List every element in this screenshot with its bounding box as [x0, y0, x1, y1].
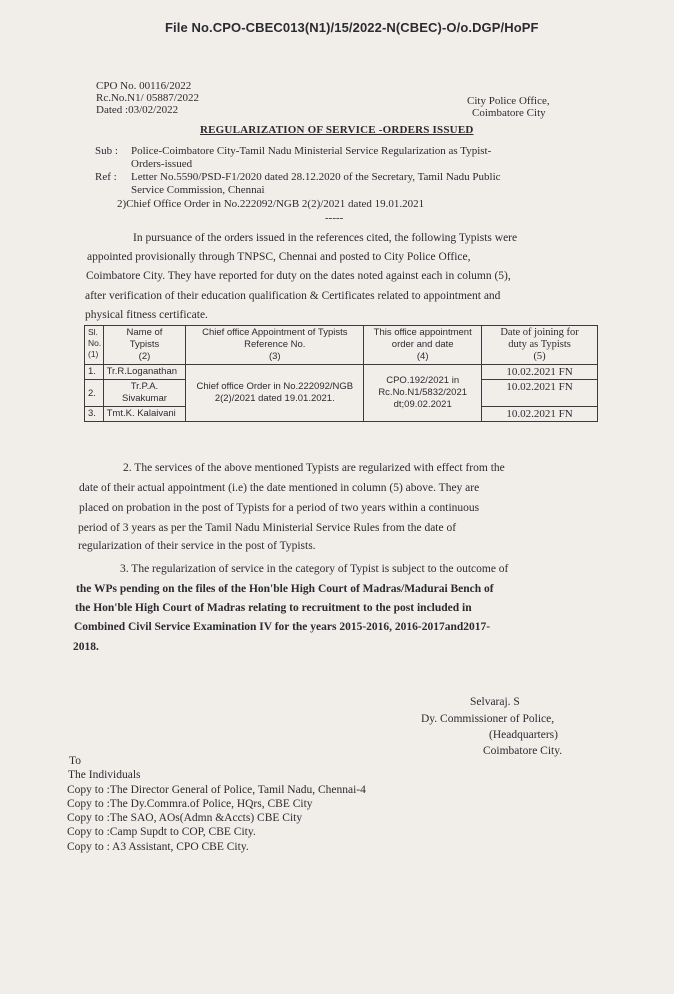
typists-table	[84, 325, 598, 422]
copy-to-line: Copy to :Camp Supdt to COP, CBE City.	[67, 826, 256, 838]
office-line2: Coimbatore City	[472, 107, 546, 119]
header-text: Sl.	[88, 327, 98, 337]
order-text: Rc.No.N1/5832/2021	[378, 387, 468, 398]
header-text: No.	[88, 338, 102, 348]
header-sl	[85, 326, 104, 365]
file-number: File No.CPO-CBEC013(N1)/15/2022-N(CBEC)-O/o.DGP/HoPF	[165, 20, 539, 35]
reference-text: Chief office Order in No.222092/NGB	[196, 381, 354, 392]
para3-bold-line: the Hon'ble High Court of Madras relating to recruitment to the post included in	[75, 602, 472, 614]
copy-to-line: Copy to : A3 Assistant, CPO CBE City.	[67, 841, 249, 853]
name-text: Sivakumar	[122, 393, 167, 404]
header-text: Typists	[129, 339, 160, 350]
header-text: duty as Typists	[508, 339, 571, 350]
para2-line: 2. The services of the above mentioned Typists are regularized with effect from the	[123, 462, 505, 474]
ref1-line2: Service Commission, Chennai	[131, 184, 265, 196]
ref1-line1: Letter No.5590/PSD-F1/2020 dated 28.12.2020 of the Secretary, Tamil Nadu Public	[131, 171, 501, 183]
copy-to-line: Copy to :The Director General of Police, Tamil Nadu, Chennai-4	[67, 784, 366, 796]
row-name: Tmt.K. Kalaivani	[103, 407, 186, 422]
signatory-city: Coimbatore City.	[483, 745, 563, 757]
header-text: (3)	[268, 351, 281, 362]
header-text: (4)	[416, 351, 429, 362]
ref-label: Ref :	[95, 171, 117, 183]
signatory-name: Selvaraj. S	[470, 696, 520, 708]
office-line1: City Police Office,	[467, 95, 550, 107]
row-date: 10.02.2021 FN	[482, 380, 598, 407]
order-title: REGULARIZATION OF SERVICE -ORDERS ISSUED	[200, 124, 474, 136]
table-header-row	[85, 326, 598, 365]
row-name: Tr.R.Loganathan	[103, 365, 186, 380]
para2-line: date of their actual appointment (i.e) the date mentioned in column (5) above. They are	[79, 482, 480, 494]
para2-line: period of 3 years as per the Tamil Nadu Ministerial Service Rules from the date of	[78, 522, 457, 534]
header-office-order	[364, 326, 482, 365]
name-text: Tr.P.A.	[130, 381, 159, 392]
copy-to-line: Copy to :The Dy.Commra.of Police, HQrs, CBE City	[67, 798, 313, 810]
order-text: dt;09.02.2021	[393, 399, 452, 410]
row-sl: 2.	[85, 380, 104, 407]
para3-line: 3. The regularization of service in the category of Typist is subject to the outcome of	[120, 563, 509, 575]
subject-line2: Orders-issued	[131, 158, 193, 170]
ref2: 2)Chief Office Order in No.222092/NGB 2(2)/2021 dated 19.01.2021	[117, 198, 425, 210]
intro-line: appointed provisionally through TNPSC, Chennai and posted to City Police Office,	[87, 251, 471, 263]
header-text: Name of	[126, 327, 163, 338]
para3-bold-line: the WPs pending on the files of the Hon'ble High Court of Madras/Madurai Bench of	[76, 583, 494, 595]
to-individuals: The Individuals	[68, 769, 141, 781]
row-sl: 3.	[85, 407, 104, 422]
row-sl: 1.	[85, 365, 104, 380]
row-reference	[186, 365, 364, 422]
header-text: Chief office Appointment of Typists	[202, 327, 348, 338]
to-label: To	[69, 755, 81, 767]
sub-label: Sub :	[95, 145, 118, 157]
para2-line: placed on probation in the post of Typists for a period of two years within a continuous	[79, 502, 480, 514]
row-date: 10.02.2021 FN	[482, 365, 598, 380]
row-name	[103, 380, 186, 407]
signatory-unit: (Headquarters)	[489, 729, 558, 741]
header-text: (1)	[88, 349, 99, 359]
order-text: CPO.192/2021 in	[386, 375, 460, 386]
intro-line: physical fitness certificate.	[85, 309, 208, 321]
dated: Dated :03/02/2022	[96, 104, 179, 116]
header-name	[103, 326, 186, 365]
header-text: Reference No.	[244, 339, 306, 350]
rc-number: Rc.No.N1/ 05887/2022	[96, 92, 199, 104]
signatory-designation: Dy. Commissioner of Police,	[421, 713, 555, 725]
row-office-order	[364, 365, 482, 422]
header-text: (2)	[138, 351, 151, 362]
intro-line: after verification of their education qualification & Certificates related to appointment and	[85, 290, 501, 302]
divider-dashes: -----	[325, 212, 344, 224]
header-text: Date of joining for	[500, 327, 579, 338]
header-joining-date	[482, 326, 598, 365]
header-text: This office appointment	[373, 327, 472, 338]
para3-bold-line: Combined Civil Service Examination IV for the years 2015-2016, 2016-2017and2017-	[74, 621, 491, 633]
table-row	[85, 365, 598, 380]
header-text: (5)	[533, 351, 546, 362]
subject-line1: Police-Coimbatore City-Tamil Nadu Ministerial Service Regularization as Typist-	[131, 145, 492, 157]
header-text: order and date	[391, 339, 454, 350]
header-reference	[186, 326, 364, 365]
intro-line: In pursuance of the orders issued in the references cited, the following Typists were	[133, 232, 518, 244]
copy-to-line: Copy to :The SAO, AOs(Admn &Accts) CBE City	[67, 812, 303, 824]
reference-text: 2(2)/2021 dated 19.01.2021.	[214, 393, 335, 404]
para2-line: regularization of their service in the post of Typists.	[78, 540, 316, 552]
intro-line: Coimbatore City. They have reported for duty on the dates noted against each in column (5),	[86, 270, 511, 282]
row-date: 10.02.2021 FN	[482, 407, 598, 422]
para3-bold-line: 2018.	[73, 641, 99, 653]
cpo-number: CPO No. 00116/2022	[96, 80, 192, 92]
